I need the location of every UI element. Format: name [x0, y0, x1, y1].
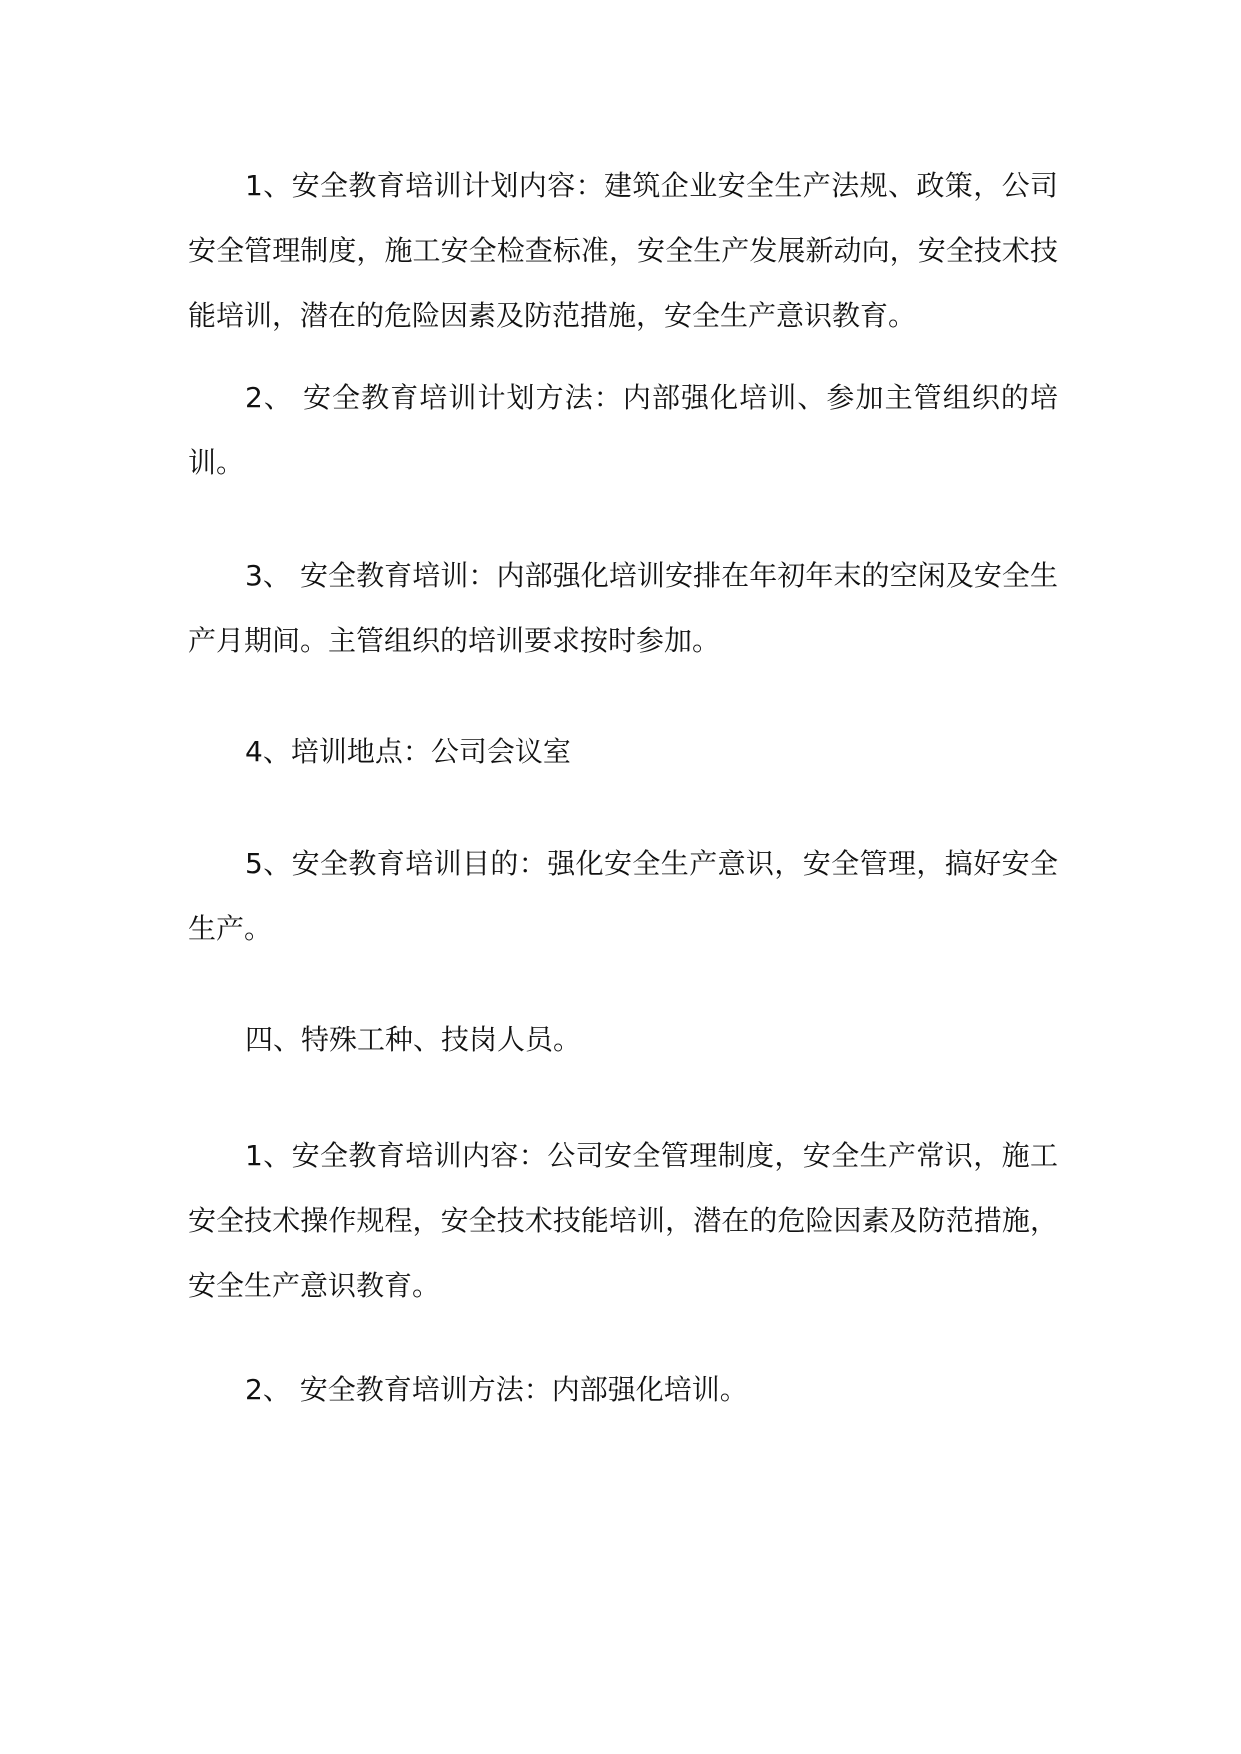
paragraph-special-method: 2、 安全教育培训方法：内部强化培训。 [245, 1373, 748, 1406]
paragraph-training-purpose: 5、安全教育培训目的：强化安全生产意识，安全管理，搞好安全生产。 [188, 847, 1058, 945]
paragraph-special-content: 1、安全教育培训内容：公司安全管理制度，安全生产常识，施工安全技术操作规程，安全技术技能培训，潜在的危险因素及防范措施，安全生产意识教育。 [188, 1139, 1058, 1302]
paragraph-plan-content: 1、安全教育培训计划内容：建筑企业安全生产法规、政策，公司安全管理制度，施工安全检查标准，安全生产发展新动向，安全技术技能培训，潜在的危险因素及防范措施，安全生产意识教育。 [188, 169, 1058, 332]
paragraph-training-location: 4、培训地点：公司会议室 [245, 735, 571, 768]
section-heading-special-workers: 四、特殊工种、技岗人员。 [245, 1023, 582, 1056]
paragraph-training-schedule: 3、 安全教育培训：内部强化培训安排在年初年末的空闲及安全生产月期间。主管组织的培训要求按时参加。 [188, 559, 1058, 657]
paragraph-plan-method: 2、 安全教育培训计划方法：内部强化培训、参加主管组织的培训。 [188, 381, 1058, 479]
